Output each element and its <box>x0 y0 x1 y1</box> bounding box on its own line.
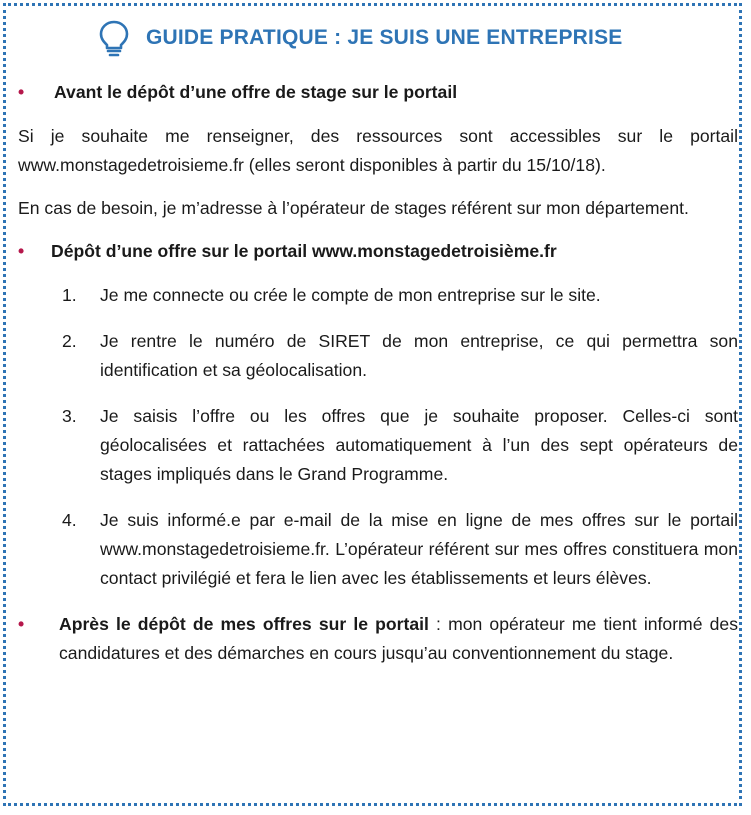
paragraph-help: En cas de besoin, je m’adresse à l’opérateur de stages référent sur mon département. <box>18 198 689 218</box>
step-number: 1. <box>62 285 77 305</box>
section-heading: Avant le dépôt d’une offre de stage sur le portail <box>54 82 458 102</box>
section-before-heading <box>18 78 738 107</box>
paragraph-resources: Si je souhaite me renseigner, des ressources sont accessibles sur le portail www.monstagedetroisieme.fr (elles seront disponibles à partir du 15/10/18). <box>18 126 738 175</box>
lightbulb-icon <box>94 18 134 58</box>
list-item <box>18 327 738 385</box>
step-text: Je rentre le numéro de SIRET de mon entreprise, ce qui permettra son identification et sa géolocalisation. <box>100 331 738 380</box>
list-item <box>18 281 738 310</box>
steps-list <box>18 281 738 593</box>
section-text: : mon opérateur me tient informé des candidatures et des démarches en cours jusqu’au conventionnement du stage. <box>59 614 738 663</box>
step-number: 2. <box>62 331 77 351</box>
page-title: GUIDE PRATIQUE : JE SUIS UNE ENTREPRISE <box>146 26 623 49</box>
section-heading: Dépôt d’une offre sur le portail www.monstagedetroisième.fr <box>51 241 557 261</box>
guide-frame <box>3 3 742 806</box>
step-text: Je saisis l’offre ou les offres que je souhaite proposer. Celles-ci sont géolocalisées et rattachées automatiquement à l’un des sept opérateurs de stages impliqués dans le Grand Programme. <box>100 406 738 484</box>
step-number: 3. <box>62 406 77 426</box>
guide-content <box>18 78 738 683</box>
bullet-marker: • <box>18 241 25 261</box>
bullet-marker: • <box>18 82 25 102</box>
step-text: Je suis informé.e par e-mail de la mise en ligne de mes offres sur le portail www.monstagedetroisieme.fr. L’opérateur référent sur mes offres constituera mon contact privilégié et fera le lien avec les établissements et leurs élèves. <box>100 510 738 588</box>
section-deposit-heading <box>18 237 738 266</box>
bullet-marker: • <box>18 614 25 634</box>
list-item <box>18 506 738 593</box>
guide-header <box>6 18 739 58</box>
section-heading: Après le dépôt de mes offres sur le portail <box>59 614 429 634</box>
section-after <box>18 610 738 668</box>
list-item <box>18 402 738 489</box>
step-number: 4. <box>62 510 77 530</box>
step-text: Je me connecte ou crée le compte de mon entreprise sur le site. <box>100 285 601 305</box>
